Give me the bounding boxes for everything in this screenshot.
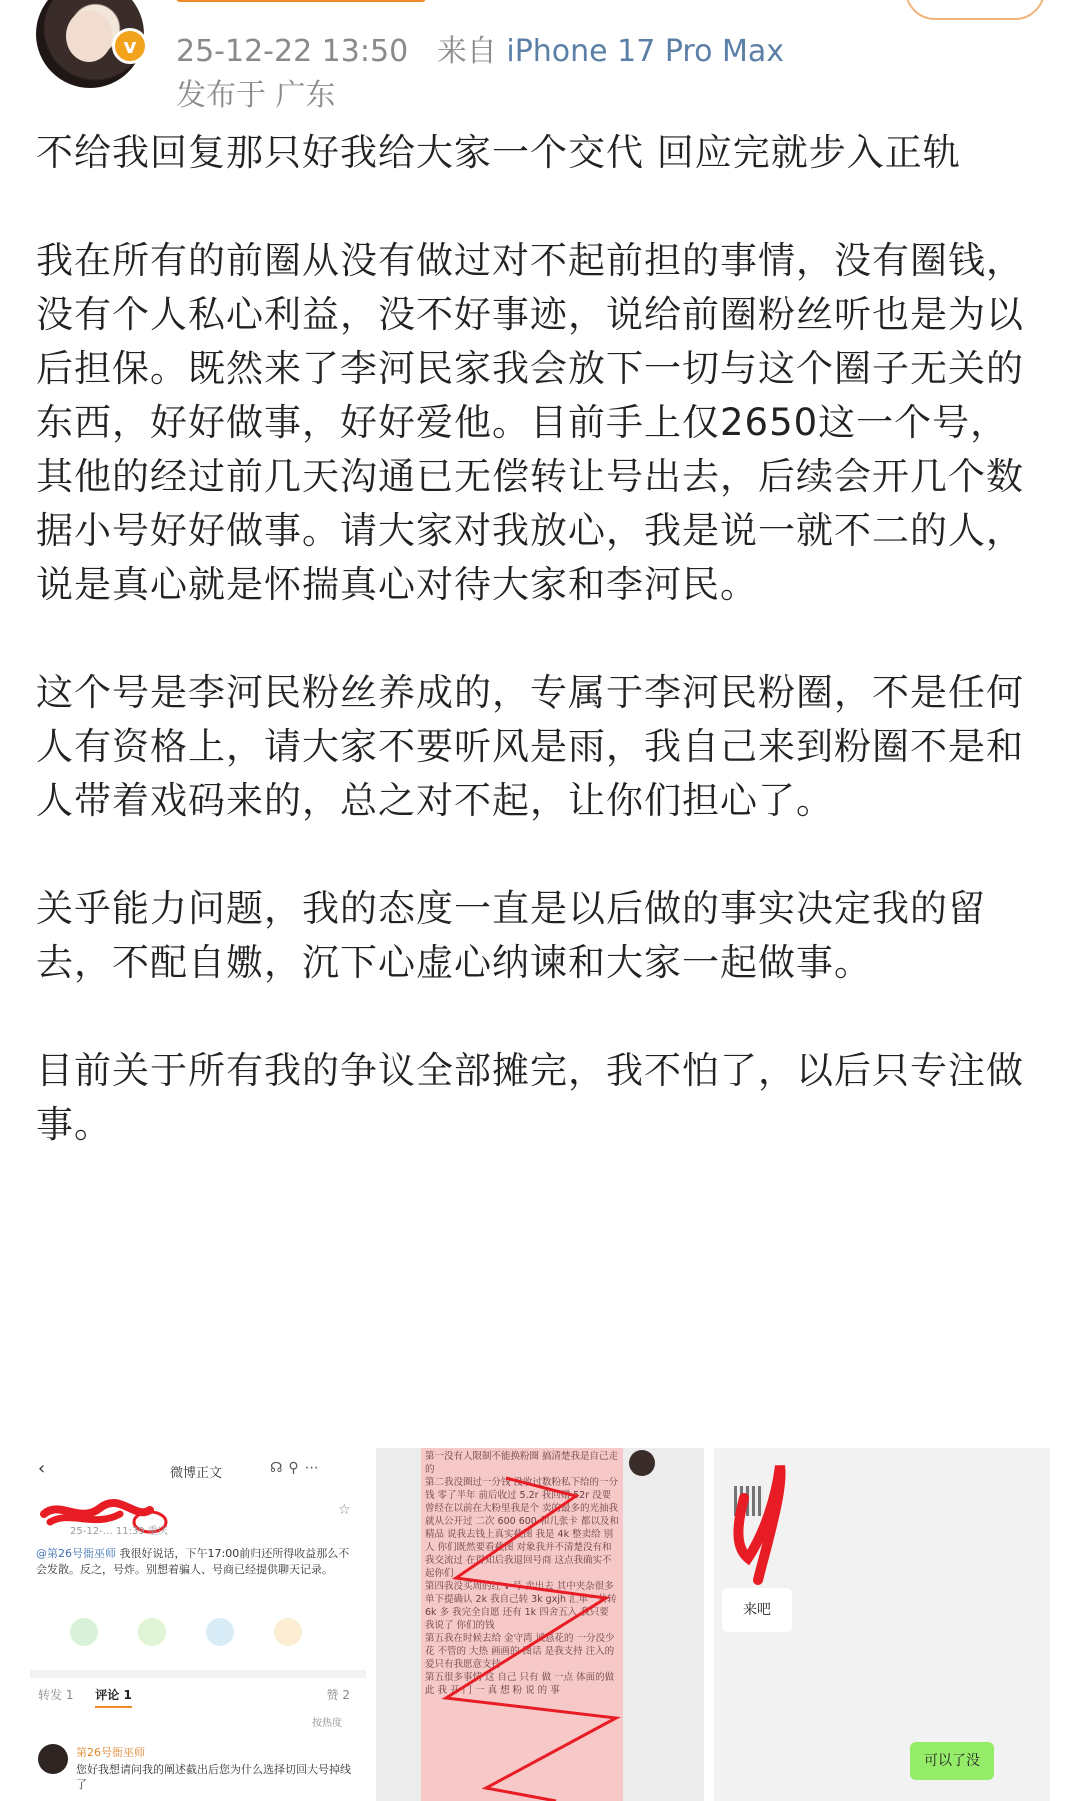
shot1-toolbar-icons: ☊⚲⋯ — [270, 1460, 325, 1476]
wechat-icon — [70, 1618, 98, 1646]
post-device[interactable]: iPhone 17 Pro Max — [506, 34, 785, 69]
sort-label: 按热度 — [312, 1718, 342, 1729]
post-paragraph: 关乎能力问题，我的态度一直是以后做的事实决定我的留去，不配自嫐，沉下心虚心纳谏和大家一起做事。 — [36, 887, 986, 984]
follow-button[interactable] — [905, 0, 1045, 20]
comment-text: 您好我想请问我的阐述截出后您为什么选择切回大号掉线了 — [76, 1763, 351, 1791]
post-meta — [176, 26, 784, 70]
post-source-prefix: 来自 — [436, 34, 497, 69]
post-location: 发布于 广东 — [176, 78, 336, 113]
post-paragraph: 目前关于所有我的争议全部摊完，我不怕了，以后只专注做事。 — [36, 1049, 1024, 1146]
chat-bubble-received: 来吧 — [722, 1588, 792, 1632]
image-thumbnail-2[interactable] — [376, 1448, 704, 1801]
post-header — [0, 0, 1080, 113]
image-thumbnail-1[interactable] — [30, 1448, 366, 1801]
shot1-title: 微博正文 — [170, 1466, 223, 1481]
image-thumbnail-3[interactable] — [714, 1448, 1050, 1801]
tab-comment: 评论 1 — [95, 1688, 132, 1708]
shot1-tabs — [38, 1686, 358, 1703]
shot1-topbar — [30, 1448, 366, 1488]
pin-icon: ☆ — [338, 1502, 351, 1518]
chat-bubble-sent: 可以了没 — [910, 1742, 994, 1780]
image-gallery — [30, 1448, 1050, 1801]
back-arrow-icon: ‹ — [38, 1458, 46, 1479]
copy-link-icon — [274, 1618, 302, 1646]
comment-avatar — [38, 1744, 68, 1774]
shot1-date: 25-12-… 11:39 重庆 — [70, 1526, 168, 1537]
post-paragraph: 我在所有的前圈从没有做过对不起前担的事情，没有圈钱，没有个人私心利益，没不好事迹，说给前圈粉丝听也是为以后担保。既然来了李河民家我会放下一切与这个圈子无关的东西，好好做事，好好爱他。目前手上仅2650这一个号，其他的经过前几天沟通已无偿转让号出去，后续会开几个数据小号好好做事。请大家对我放心，我是说一就不二的人，说是真心就是怀揣真心对待大家和李河民。 — [36, 239, 1024, 606]
verified-badge-icon: v — [112, 28, 148, 64]
shot1-body — [36, 1546, 356, 1578]
post-paragraph: 不给我回复那只好我给大家一个交代 回应完就步入正轨 — [36, 131, 961, 174]
post-timestamp: 25-12-22 13:50 — [176, 34, 409, 69]
post-paragraph: 这个号是李河民粉丝养成的，专属于李河民粉圈，不是任何人有资格上，请大家不要听风是雨，我自己来到粉圈不是和人带着戏码来的，总之对不起，让你们担心了。 — [36, 671, 1024, 822]
share-icons — [70, 1618, 320, 1652]
tab-likes: 赞 2 — [326, 1688, 350, 1702]
qq-icon — [206, 1618, 234, 1646]
avatar-face — [66, 10, 112, 62]
username-cropped[interactable] — [176, 0, 596, 8]
divider — [30, 1670, 366, 1678]
notes-text: 第一没有人限制不能换粉圈 搞清楚我是自己走的 第二我没圈过一分钱 没收过数粉私下给的一分钱 零了半年 前后收过 5.2r 我回赠 52r 没要 曾经在以前在大粉里我是个 卖的最多的光抽我就从公开过 二次 600 600 和几张卡 都以及和精品 说我去钱上真实截图 我是 4k 整卖给 别人 你们既然要看截图 对象我并不清楚没有和我交流过 在得知后我退回号商 这点我确实不起你们 第四我没买周的红 v 号 卖出去 其中夹杂很多 单下提确认 2k 我自己转 3k gxjh 汇单一共转 6k 多 我完全自愿 还有 1k 四舍五入 我只要 我说了 你们的钱 第五我在时候去给 金守湾 诚恳花的 一分没少花 不管的 大热 画画的 图话 是我支持 注入的 爱只有我愿意支持 第五很多事情 这 自己 只有 做 一点 体面的做 此 我 开 门 一 真 想 粉 说 的 事 — [425, 1451, 619, 1696]
tab-repost: 转发 1 — [38, 1688, 74, 1702]
comment-username: 第26号衙巫师 — [76, 1746, 145, 1759]
shot1-text: 我很好说话，下午17:00前归还所得收益那么不会发散。反之，号炸。别想着骗人、号商已经提供聊天记录。 — [36, 1547, 350, 1576]
red-scribble-mark — [376, 1448, 704, 1801]
moments-icon — [138, 1618, 166, 1646]
username-text-cropped — [176, 0, 426, 2]
post-body — [36, 126, 1046, 1152]
shot1-mention: @第26号衙巫师 — [36, 1547, 116, 1560]
